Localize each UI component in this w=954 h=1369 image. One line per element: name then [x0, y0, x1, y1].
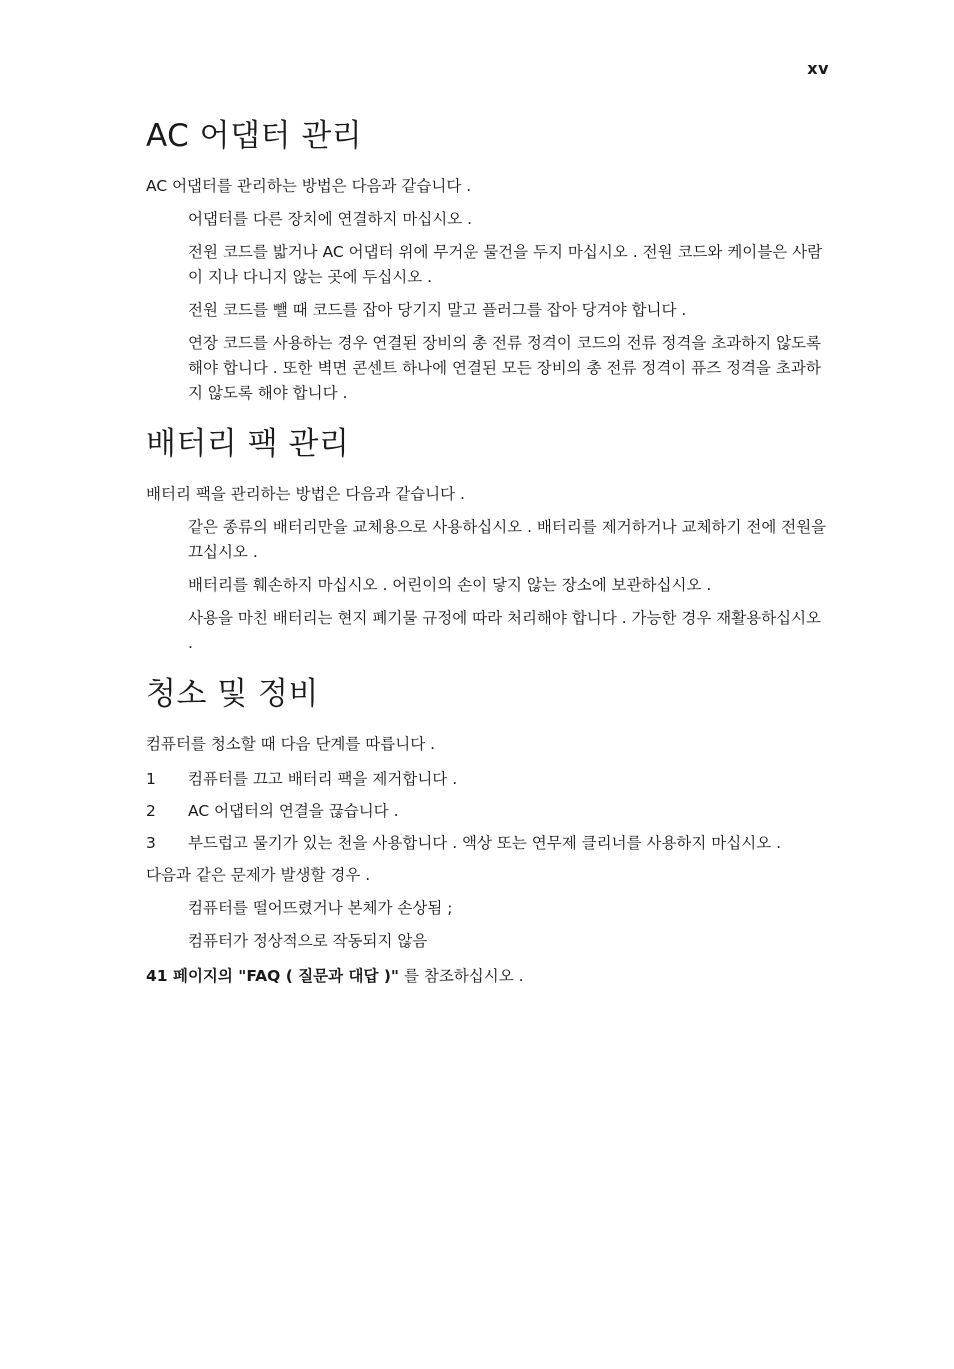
page-content	[146, 114, 828, 999]
section-battery-pack	[146, 422, 828, 656]
step-item	[146, 799, 828, 823]
faq-reference-rest: 를 참조하십시오 .	[399, 967, 524, 985]
step-item	[146, 831, 828, 855]
step-text: 부드럽고 물기가 있는 천을 사용합니다 . 액상 또는 연무제 클리너를 사용하지 마십시오 .	[188, 834, 782, 852]
problem-intro: 다음과 같은 문제가 발생할 경우 .	[146, 866, 371, 884]
step-number: 1	[146, 770, 156, 788]
bullet-item: 연장 코드를 사용하는 경우 연결된 장비의 총 전류 정격이 코드의 전류 정격을 초과하지 않도록 해야 합니다 . 또한 벽면 콘센트 하나에 연결된 모든 장비의 총 전류 정격이 퓨즈 정격을 초과하지 않도록 해야 합니다 .	[188, 334, 822, 402]
problem-item: 컴퓨터가 정상적으로 작동되지 않음	[188, 932, 428, 950]
step-text: 컴퓨터를 끄고 배터리 팩을 제거합니다 .	[188, 770, 458, 788]
section-title: 청소 및 정비	[146, 676, 319, 712]
page-number: xv	[807, 59, 829, 78]
step-number: 2	[146, 802, 156, 820]
problem-item: 컴퓨터를 떨어뜨렸거나 본체가 손상됨 ;	[188, 899, 453, 917]
bullet-item: 전원 코드를 뺄 때 코드를 잡아 당기지 말고 플러그를 잡아 당겨야 합니다 .	[188, 301, 687, 319]
faq-reference-link[interactable]: 41 페이지의 "FAQ ( 질문과 대답 )"	[146, 967, 400, 985]
step-text: AC 어댑터의 연결을 끊습니다 .	[188, 802, 399, 820]
faq-reference	[146, 964, 828, 989]
section-intro: AC 어댑터를 관리하는 방법은 다음과 같습니다 .	[146, 177, 472, 195]
step-item	[146, 767, 828, 791]
bullet-item: 같은 종류의 배터리만을 교체용으로 사용하십시오 . 배터리를 제거하거나 교체하기 전에 전원을 끄십시오 .	[188, 518, 827, 561]
bullet-item: 전원 코드를 밟거나 AC 어댑터 위에 무거운 물건을 두지 마십시오 . 전원 코드와 케이블은 사람이 지나 다니지 않는 곳에 두십시오 .	[188, 243, 823, 286]
bullet-item: 사용을 마친 배터리는 현지 폐기물 규정에 따라 처리해야 합니다 . 가능한 경우 재활용하십시오 .	[188, 609, 822, 652]
bullet-item: 배터리를 훼손하지 마십시오 . 어린이의 손이 닿지 않는 장소에 보관하십시오 .	[188, 576, 712, 594]
section-title: 배터리 팩 관리	[146, 426, 350, 462]
section-ac-adapter	[146, 114, 828, 406]
step-number: 3	[146, 834, 156, 852]
bullet-item: 어댑터를 다른 장치에 연결하지 마십시오 .	[188, 210, 473, 228]
section-title: AC 어댑터 관리	[146, 118, 363, 154]
section-intro: 컴퓨터를 청소할 때 다음 단계를 따릅니다 .	[146, 735, 436, 753]
section-cleaning	[146, 672, 828, 989]
section-intro: 배터리 팩을 관리하는 방법은 다음과 같습니다 .	[146, 485, 465, 503]
cleaning-steps	[146, 767, 828, 855]
